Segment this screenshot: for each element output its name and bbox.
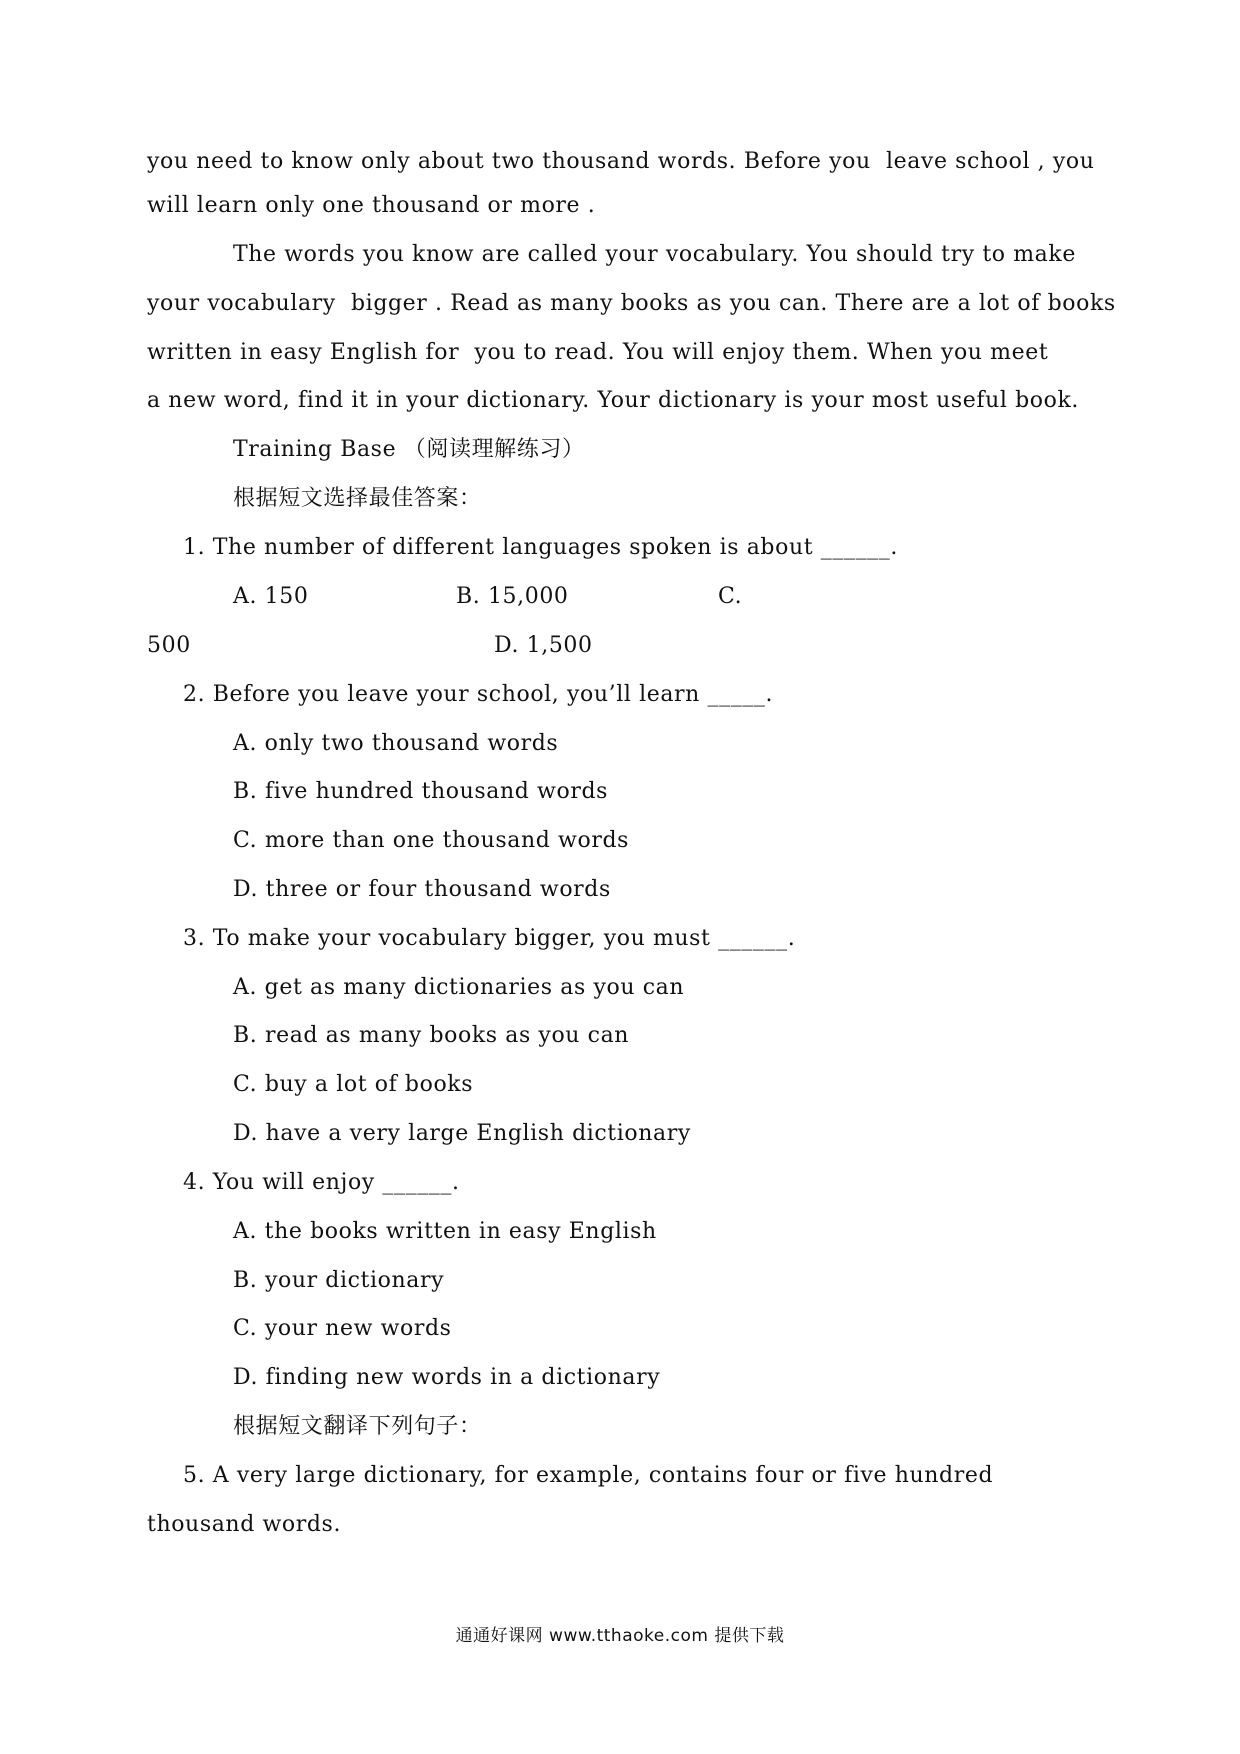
- question-option: C. more than one thousand words: [233, 828, 630, 853]
- question-option: B. five hundred thousand words: [233, 779, 609, 804]
- question-option: C. your new words: [233, 1316, 452, 1341]
- question-option: C.: [718, 584, 743, 609]
- question-option: B. 15,000: [456, 584, 569, 609]
- question-option: D. three or four thousand words: [233, 877, 611, 902]
- question-option: B. your dictionary: [233, 1268, 445, 1293]
- question-stem: 4. You will enjoy ______.: [183, 1170, 460, 1195]
- page-footer: 通通好课网 www.tthaoke.com 提供下载: [455, 1626, 785, 1646]
- instruction-choose: 根据短文选择最佳答案：: [233, 486, 482, 511]
- translation-line: 5. A very large dictionary, for example, contains four or five hundred: [183, 1463, 994, 1488]
- question-option: A. 150: [233, 584, 309, 609]
- question-option: A. get as many dictionaries as you can: [233, 975, 685, 1000]
- passage-line: a new word, find it in your dictionary. Your dictionary is your most useful book.: [147, 388, 1080, 413]
- question-stem: 3. To make your vocabulary bigger, you must ______.: [183, 926, 796, 951]
- question-option: C. buy a lot of books: [233, 1072, 474, 1097]
- question-option: D. finding new words in a dictionary: [233, 1365, 661, 1390]
- translation-line: thousand words.: [147, 1512, 342, 1537]
- question-option: A. the books written in easy English: [233, 1219, 657, 1244]
- question-option: A. only two thousand words: [233, 731, 559, 756]
- passage-line: will learn only one thousand or more .: [147, 193, 596, 218]
- question-option: D. have a very large English dictionary: [233, 1121, 691, 1146]
- instruction-translate: 根据短文翻译下列句子：: [233, 1414, 482, 1439]
- passage-line: you need to know only about two thousand words. Before you leave school , you: [147, 149, 1095, 174]
- question-stem: 1. The number of different languages spoken is about ______.: [183, 535, 898, 560]
- passage-line: written in easy English for you to read. You will enjoy them. When you meet: [147, 340, 1049, 365]
- section-title: Training Base （阅读理解练习）: [233, 437, 585, 462]
- question-option: B. read as many books as you can: [233, 1023, 630, 1048]
- question-option: D. 1,500: [494, 633, 593, 658]
- passage-line: The words you know are called your vocabulary. You should try to make: [233, 242, 1076, 267]
- question-option: 500: [147, 633, 191, 658]
- question-stem: 2. Before you leave your school, you’ll learn _____.: [183, 682, 774, 707]
- passage-line: your vocabulary bigger . Read as many books as you can. There are a lot of books: [147, 291, 1116, 316]
